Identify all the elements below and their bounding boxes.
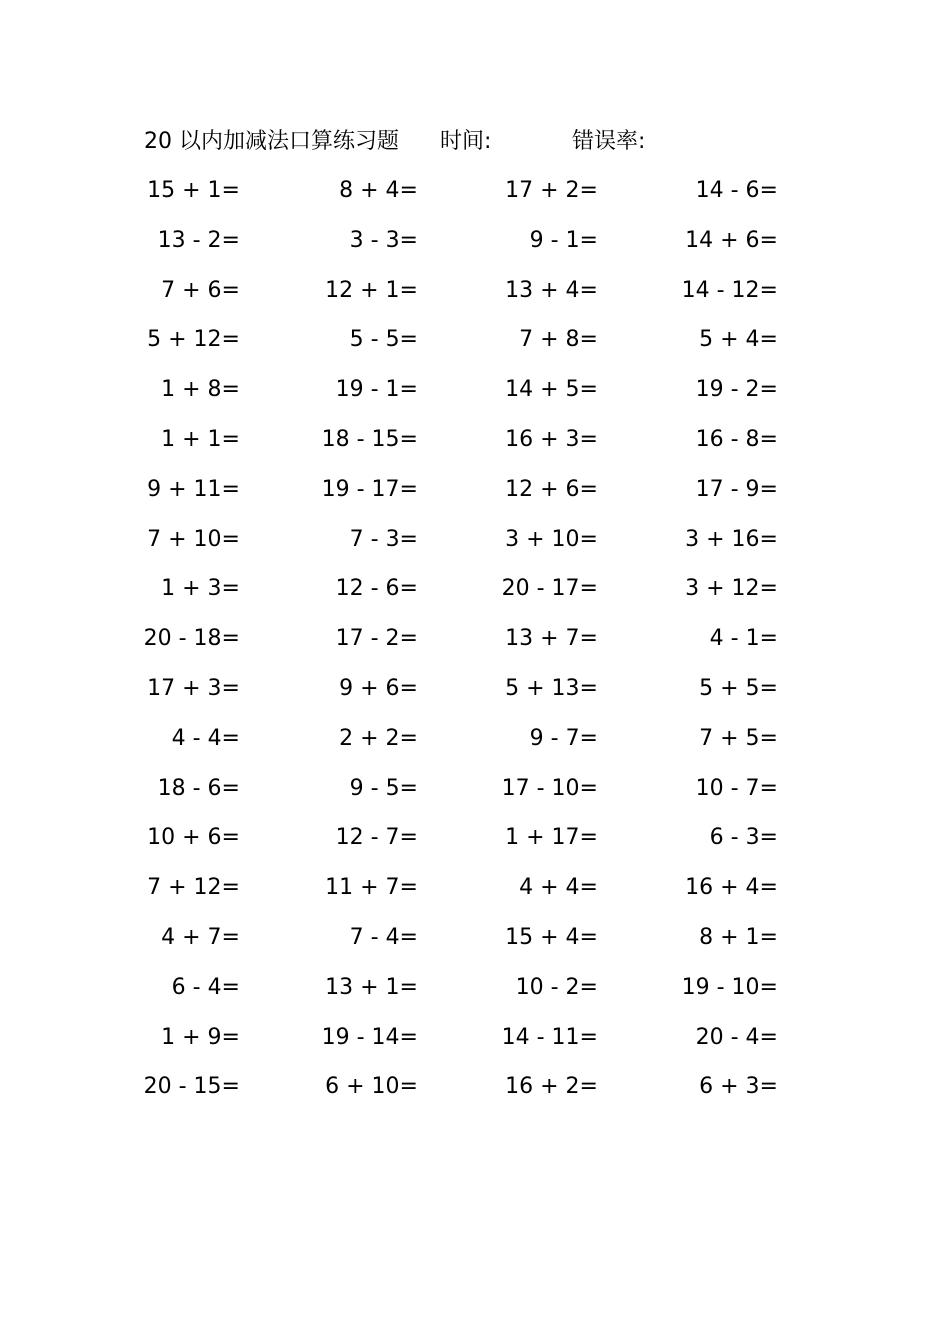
problem-row [0, 669, 950, 719]
arithmetic-problem: 9 + 6= [339, 675, 418, 701]
arithmetic-problem: 13 + 1= [325, 974, 418, 1000]
arithmetic-problem: 10 + 6= [147, 825, 240, 851]
worksheet-header [0, 124, 950, 164]
arithmetic-problem: 9 - 5= [349, 775, 418, 801]
arithmetic-problem: 17 - 10= [501, 775, 598, 801]
arithmetic-problem: 5 + 4= [699, 327, 778, 353]
arithmetic-problem: 20 - 18= [143, 626, 240, 652]
arithmetic-problem: 1 + 3= [161, 576, 240, 602]
arithmetic-problem: 19 - 17= [321, 476, 418, 502]
arithmetic-problem: 15 + 1= [147, 178, 240, 203]
arithmetic-problem: 5 + 5= [699, 675, 778, 701]
arithmetic-problem: 19 - 2= [695, 377, 778, 403]
problem-row [0, 271, 950, 321]
problem-row [0, 868, 950, 918]
arithmetic-problem: 4 - 1= [709, 626, 778, 652]
worksheet-title: 20 以内加减法口算练习题 [144, 129, 399, 154]
problem-row [0, 221, 950, 271]
problem-row [0, 918, 950, 968]
problem-row [0, 1067, 950, 1117]
arithmetic-problem: 19 - 1= [335, 377, 418, 403]
arithmetic-problem: 20 - 4= [695, 1024, 778, 1050]
arithmetic-problem: 7 + 8= [519, 327, 598, 353]
arithmetic-problem: 3 + 16= [685, 526, 778, 552]
arithmetic-problem: 14 + 5= [505, 377, 598, 403]
problem-row [0, 470, 950, 520]
arithmetic-problem: 6 + 3= [699, 1074, 778, 1100]
arithmetic-problem: 16 - 8= [695, 426, 778, 452]
arithmetic-problem: 17 - 2= [335, 626, 418, 652]
arithmetic-problem: 20 - 17= [501, 576, 598, 602]
arithmetic-problem: 13 - 2= [157, 227, 240, 253]
arithmetic-problem: 7 + 5= [699, 725, 778, 751]
arithmetic-problem: 14 - 11= [501, 1024, 598, 1050]
arithmetic-problem: 3 + 12= [685, 576, 778, 602]
arithmetic-problem: 5 + 12= [147, 327, 240, 353]
arithmetic-problem: 16 + 3= [505, 426, 598, 452]
problem-row [0, 320, 950, 370]
arithmetic-problem: 7 + 10= [147, 526, 240, 552]
arithmetic-problem: 2 + 2= [339, 725, 418, 751]
arithmetic-problem: 4 + 7= [161, 924, 240, 950]
arithmetic-problem: 14 + 6= [685, 227, 778, 253]
arithmetic-problem: 10 - 2= [515, 974, 598, 1000]
arithmetic-problem: 15 + 4= [505, 924, 598, 950]
arithmetic-problem: 5 + 13= [505, 675, 598, 701]
arithmetic-problem: 18 - 15= [321, 426, 418, 452]
arithmetic-problem: 19 - 10= [681, 974, 778, 1000]
arithmetic-problem: 9 - 7= [529, 725, 598, 751]
problem-row [0, 520, 950, 570]
arithmetic-problem: 8 + 4= [339, 178, 418, 203]
arithmetic-problem: 7 - 4= [349, 924, 418, 950]
problem-row [0, 420, 950, 470]
arithmetic-problem: 17 - 9= [695, 476, 778, 502]
arithmetic-problem: 9 - 1= [529, 227, 598, 253]
arithmetic-problem: 6 + 10= [325, 1074, 418, 1100]
arithmetic-problem: 4 + 4= [519, 875, 598, 901]
error-rate-label: 错误率: [572, 129, 646, 154]
problem-row [0, 1018, 950, 1068]
arithmetic-problem: 6 - 4= [171, 974, 240, 1000]
arithmetic-problem: 16 + 4= [685, 875, 778, 901]
arithmetic-problem: 13 + 7= [505, 626, 598, 652]
problem-row [0, 171, 950, 221]
arithmetic-problem: 5 - 5= [349, 327, 418, 353]
problem-row [0, 619, 950, 669]
problem-row [0, 818, 950, 868]
time-label: 时间: [440, 129, 492, 154]
arithmetic-problem: 7 - 3= [349, 526, 418, 552]
problem-row [0, 968, 950, 1018]
arithmetic-problem: 11 + 7= [325, 875, 418, 901]
arithmetic-problem: 7 + 6= [161, 277, 240, 303]
arithmetic-problem: 20 - 15= [143, 1074, 240, 1100]
arithmetic-problem: 1 + 9= [161, 1024, 240, 1050]
arithmetic-problem: 14 - 6= [695, 178, 778, 203]
arithmetic-problem: 3 - 3= [349, 227, 418, 253]
problem-row [0, 370, 950, 420]
arithmetic-problem: 7 + 12= [147, 875, 240, 901]
arithmetic-problem: 9 + 11= [147, 476, 240, 502]
arithmetic-problem: 12 - 6= [335, 576, 418, 602]
arithmetic-problem: 17 + 2= [505, 178, 598, 203]
arithmetic-problem: 17 + 3= [147, 675, 240, 701]
arithmetic-problem: 3 + 10= [505, 526, 598, 552]
arithmetic-problem: 18 - 6= [157, 775, 240, 801]
arithmetic-problem: 1 + 8= [161, 377, 240, 403]
arithmetic-problem: 19 - 14= [321, 1024, 418, 1050]
arithmetic-problem: 12 + 1= [325, 277, 418, 303]
arithmetic-problem: 4 - 4= [171, 725, 240, 751]
arithmetic-problem: 14 - 12= [681, 277, 778, 303]
arithmetic-problem: 1 + 17= [505, 825, 598, 851]
problem-grid [0, 171, 950, 1117]
problem-row [0, 769, 950, 819]
arithmetic-problem: 12 - 7= [335, 825, 418, 851]
arithmetic-problem: 12 + 6= [505, 476, 598, 502]
arithmetic-problem: 13 + 4= [505, 277, 598, 303]
arithmetic-problem: 10 - 7= [695, 775, 778, 801]
arithmetic-problem: 16 + 2= [505, 1074, 598, 1100]
arithmetic-problem: 1 + 1= [161, 426, 240, 452]
arithmetic-problem: 6 - 3= [709, 825, 778, 851]
problem-row [0, 719, 950, 769]
arithmetic-problem: 8 + 1= [699, 924, 778, 950]
problem-row [0, 569, 950, 619]
